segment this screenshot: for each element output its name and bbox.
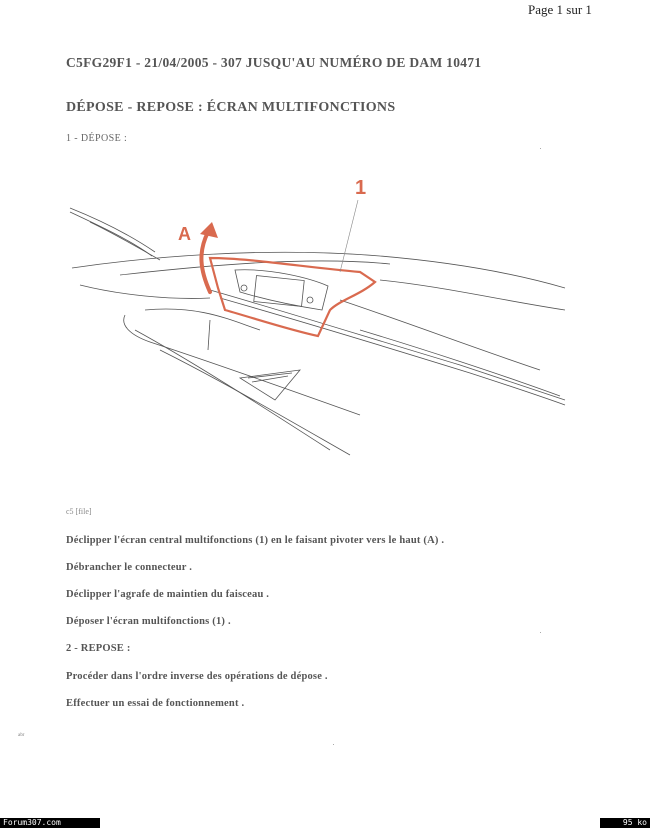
repose-step-1: Procéder dans l'ordre inverse des opérations de dépose .: [66, 671, 328, 682]
page-number: Page 1 sur 1: [528, 2, 592, 17]
figure-caption: c5 [file]: [66, 507, 92, 516]
scan-speck: [333, 744, 334, 745]
repose-step-2: Effectuer un essai de fonctionnement .: [66, 698, 245, 709]
depose-step-3: Déclipper l'agrafe de maintien du faisceau .: [66, 589, 270, 600]
scan-speck: [540, 148, 541, 149]
figure-label-a: A: [178, 224, 191, 244]
scan-speck: [540, 632, 541, 633]
subsection-repose-heading: 2 - REPOSE :: [66, 643, 131, 654]
depose-step-4: Déposer l'écran multifonctions (1) .: [66, 616, 231, 627]
subsection-depose-heading: 1 - DÉPOSE :: [66, 133, 128, 144]
document-title: C5FG29F1 - 21/04/2005 - 307 JUSQU'AU NUMÉRO DE DAM 10471: [66, 55, 482, 70]
dashboard-illustration: [60, 160, 570, 460]
scan-mark: ᵃᵇʳ: [18, 731, 25, 740]
footer-site-label: Forum307.com: [0, 818, 100, 828]
depose-step-2: Débrancher le connecteur .: [66, 562, 193, 573]
footer-file-size: 95 ko: [600, 818, 650, 828]
section-title: DÉPOSE - REPOSE : ÉCRAN MULTIFONCTIONS: [66, 100, 396, 115]
depose-step-1: Déclipper l'écran central multifonctions (1) en le faisant pivoter vers le haut (A) .: [66, 535, 445, 546]
figure-label-1: 1: [355, 177, 367, 199]
